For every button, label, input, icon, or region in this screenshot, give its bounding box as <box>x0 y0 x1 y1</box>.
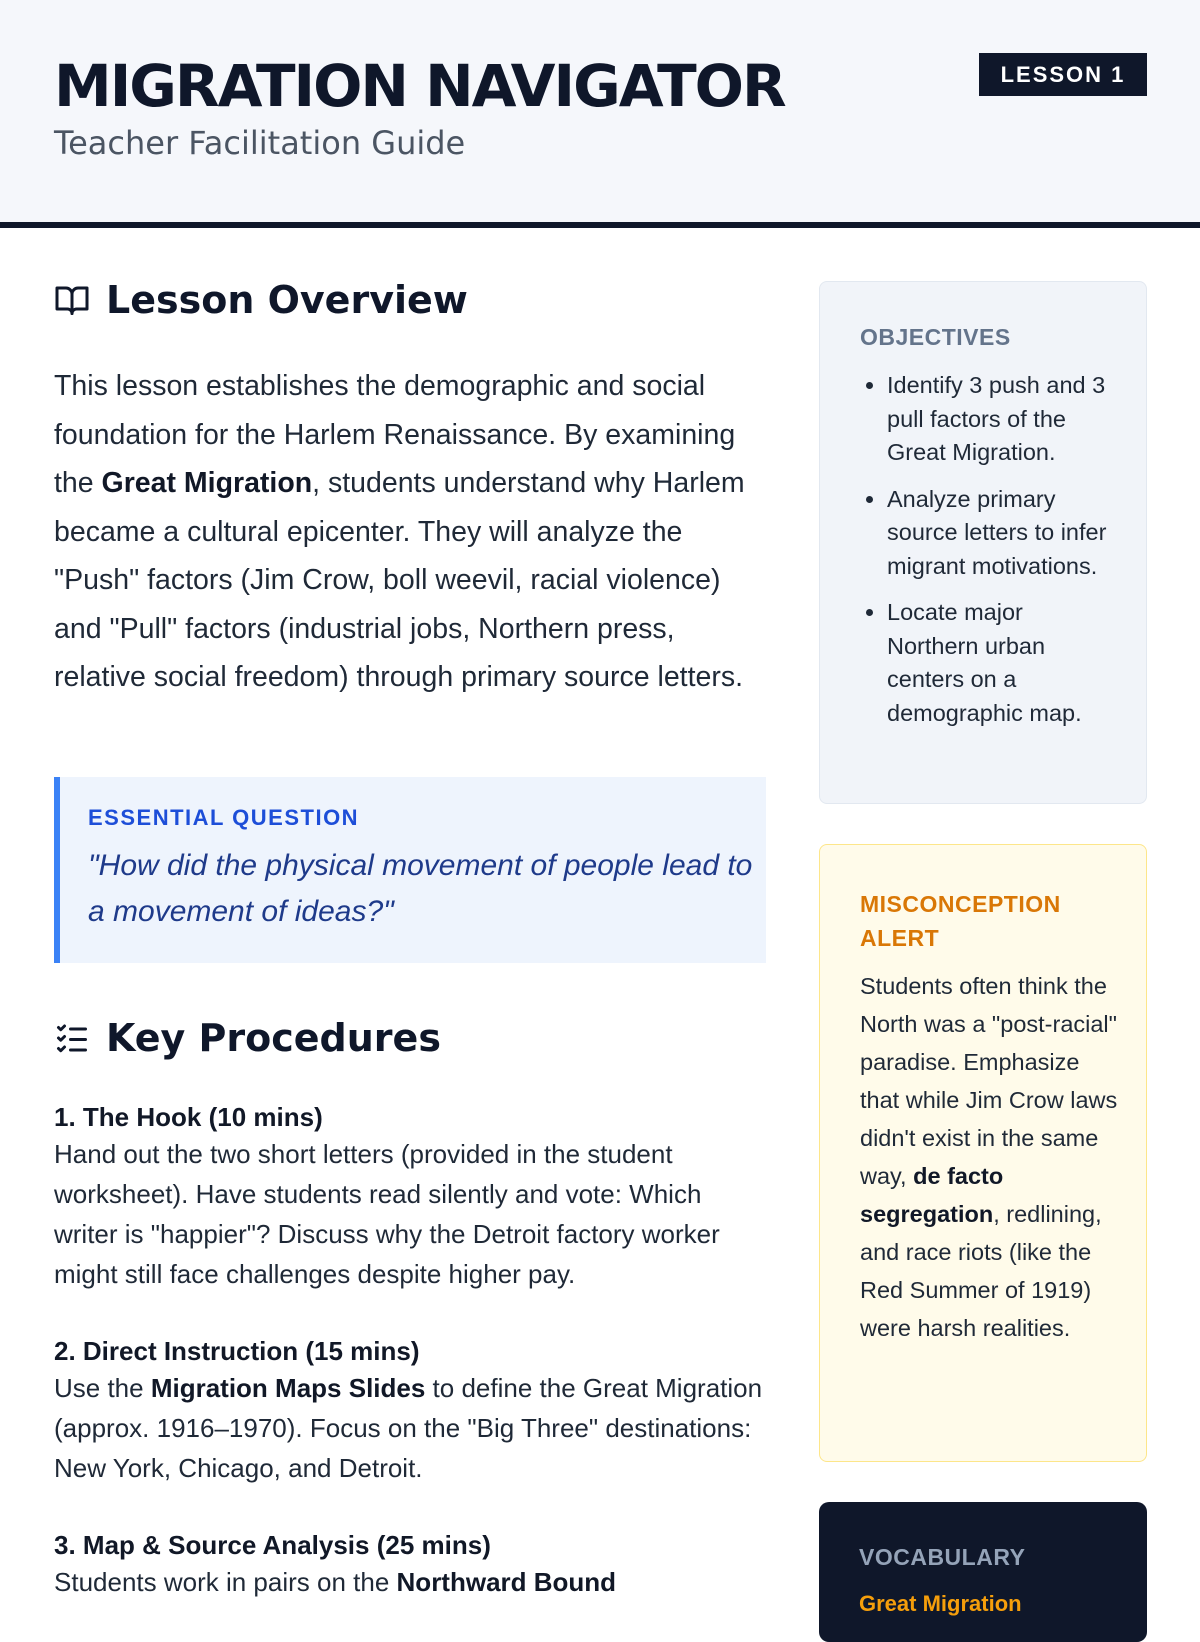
misconception-text-end: , redlining, and race riots (like the Red Summer of 1919) were harsh realities. <box>860 1201 1102 1341</box>
list-check-icon <box>54 1020 90 1056</box>
procedures-list <box>54 1100 769 1642</box>
procedure-step-title: 3. Map & Source Analysis (25 mins) <box>54 1530 491 1560</box>
procedure-step-title: 2. Direct Instruction (15 mins) <box>54 1336 420 1366</box>
essential-question-box <box>54 777 766 963</box>
procedure-step <box>54 1100 769 1294</box>
procedure-bold-term: Northward Bound <box>396 1567 617 1597</box>
overview-paragraph <box>54 362 764 702</box>
procedure-step-body <box>54 1562 769 1602</box>
procedure-step <box>54 1334 769 1488</box>
overview-text-end: , students understand why Harlem became a cultural epicenter. They will analyze the "Push" factors (Jim Crow, boll weevil, racial violence) and "Pull" factors (industrial jobs, Northern press, relative social freedom) through primary source letters. <box>54 467 745 693</box>
misconception-text-start: Students often think the North was a "post-racial" paradise. Emphasize that while Jim Crow laws didn't exist in the same way, <box>860 973 1118 1189</box>
lesson-overview-heading-text: Lesson Overview <box>106 278 468 322</box>
misconception-text <box>860 967 1118 1347</box>
overview-text-start: This lesson establishes the demographic and social foundation for the Harlem Renaissance. By examining the <box>54 370 736 499</box>
procedure-step-title: 1. The Hook (10 mins) <box>54 1102 323 1132</box>
vocabulary-card <box>819 1502 1147 1642</box>
objectives-card <box>819 281 1147 804</box>
procedure-text-start: Use the <box>54 1373 151 1403</box>
objective-item: • Analyze primary source letters to infer migrant motivations. <box>887 483 1116 584</box>
misconception-alert-card <box>819 844 1147 1462</box>
vocabulary-label: VOCABULARY <box>859 1544 1026 1570</box>
essential-question-label: ESSENTIAL QUESTION <box>88 805 360 830</box>
book-open-icon <box>54 282 90 318</box>
lesson-badge: LESSON 1 <box>979 53 1147 96</box>
objectives-label: OBJECTIVES <box>860 324 1011 350</box>
misconception-bold-term: de facto segregation <box>860 1163 1004 1227</box>
overview-bold-term: Great Migration <box>101 467 313 499</box>
procedure-step <box>54 1528 769 1602</box>
objective-item: • Locate major Northern urban centers on a demographic map. <box>887 596 1116 730</box>
page-title: MIGRATION NAVIGATOR <box>54 52 785 120</box>
essential-question-quote: "How did the physical movement of people lead to a movement of ideas?" <box>88 849 753 928</box>
page-subtitle: Teacher Facilitation Guide <box>54 124 466 162</box>
procedure-text-start: Students work in pairs on the <box>54 1567 397 1597</box>
procedure-bold-term: Migration Maps Slides <box>150 1373 426 1403</box>
misconception-label: MISCONCEPTION ALERT <box>860 891 1061 951</box>
page-header <box>0 0 1200 228</box>
procedure-text-end: to define the Great Migration (approx. 1916–1970). Focus on the "Big Three" destinations: New York, Chicago, and Detroit. <box>54 1373 763 1483</box>
procedure-step-body: Hand out the two short letters (provided in the student worksheet). Have students read silently and vote: Which writer is "happier"? Discuss why the Detroit factory worker might still face challenges despite higher pay. <box>54 1139 720 1289</box>
vocabulary-term: Great Migration <box>859 1591 1022 1616</box>
objective-item: • Identify 3 push and 3 pull factors of the Great Migration. <box>887 369 1116 470</box>
objectives-list <box>860 369 1116 730</box>
lesson-overview-heading <box>54 278 468 322</box>
key-procedures-heading <box>54 1016 441 1060</box>
key-procedures-heading-text: Key Procedures <box>106 1016 441 1060</box>
procedure-step-body <box>54 1368 769 1488</box>
